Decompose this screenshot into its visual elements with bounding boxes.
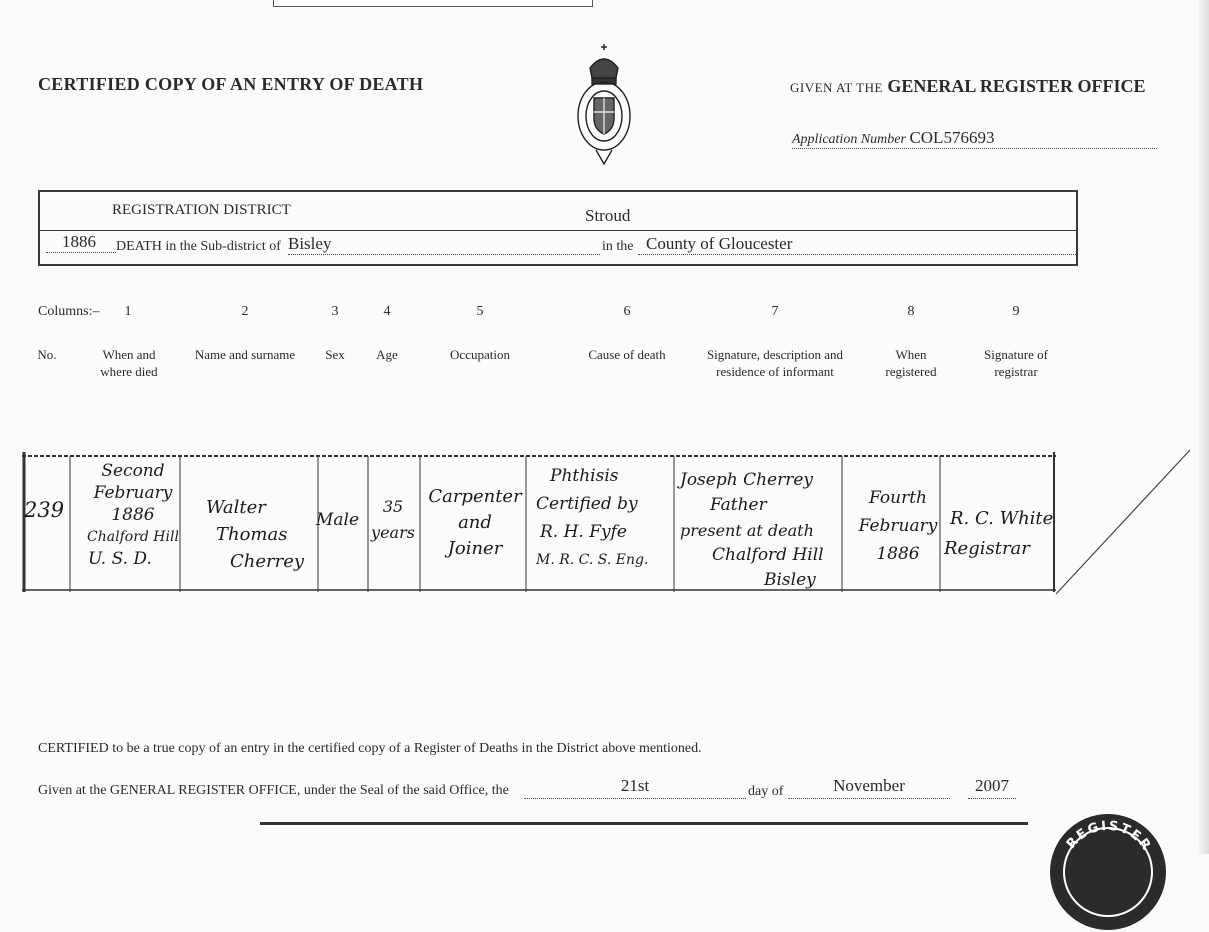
page-edge-shadow xyxy=(1199,0,1209,854)
column-number: 2 xyxy=(241,304,249,319)
application-number-line xyxy=(792,128,1157,149)
entry-line: February xyxy=(93,483,173,503)
header-no: No. xyxy=(37,347,57,362)
columns-label: Columns:– xyxy=(38,304,100,319)
column-number: 6 xyxy=(623,304,631,319)
royal-crest-icon xyxy=(572,42,636,168)
header-occupation: Occupation xyxy=(450,347,510,362)
year: 1886 xyxy=(46,232,116,253)
header-age: Age xyxy=(376,347,398,362)
day-of-label: day of xyxy=(748,784,784,799)
district-divider xyxy=(40,230,1076,231)
entry-line: R. H. Fyfe xyxy=(540,522,627,542)
certified-statement: CERTIFIED to be a true copy of an entry in the certified copy of a Register of Deaths in the District above mentioned. xyxy=(38,741,702,756)
column-number: 8 xyxy=(907,304,915,319)
entry-line: Walter xyxy=(206,497,266,518)
entry-line: Second xyxy=(101,461,165,481)
given-statement: Given at the GENERAL REGISTER OFFICE, under the Seal of the said Office, the xyxy=(38,783,509,798)
given-month: November xyxy=(788,776,950,799)
header-sex: Sex xyxy=(325,347,345,362)
entry-occupation xyxy=(420,484,530,562)
header-when-where: When and where died xyxy=(100,347,158,379)
header-informant: Signature, description and residence of informant xyxy=(706,347,844,379)
application-label: Application Number xyxy=(792,132,906,147)
application-number: COL576693 xyxy=(909,128,995,147)
entry-line: Chalford Hill xyxy=(712,545,824,565)
cancel-diagonal-line xyxy=(1054,448,1194,596)
entry-line: Thomas xyxy=(216,524,288,545)
entry-age xyxy=(368,494,418,546)
entry-line: Joiner xyxy=(447,538,503,559)
entry-line: 1886 xyxy=(876,544,920,564)
entry-line: Father xyxy=(710,495,767,515)
header-registrar: Signature of registrar xyxy=(984,347,1048,379)
given-at-office: GENERAL REGISTER OFFICE xyxy=(887,76,1146,96)
entry-name xyxy=(192,494,316,575)
entry-line: U. S. D. xyxy=(88,549,152,569)
registry-seal-icon xyxy=(1048,812,1168,932)
column-number: 1 xyxy=(124,304,132,319)
entry-line: present at death xyxy=(680,521,814,540)
entry-line: Carpenter xyxy=(428,486,522,507)
entry-line: Phthisis xyxy=(550,466,619,486)
entry-line: and xyxy=(458,512,492,533)
entry-line: Cherrey xyxy=(230,551,305,572)
column-number: 5 xyxy=(476,304,484,319)
entry-registrar xyxy=(944,504,1054,564)
given-at-title xyxy=(790,76,1145,97)
entry-informant xyxy=(680,468,852,593)
column-number: 9 xyxy=(1012,304,1020,319)
given-year: 2007 xyxy=(968,776,1016,799)
reg-district-label: REGISTRATION DISTRICT xyxy=(112,202,291,218)
registration-district-box xyxy=(38,190,1078,266)
entry-line: Bisley xyxy=(764,570,816,590)
subdistrict: Bisley xyxy=(288,234,600,255)
column-number: 3 xyxy=(331,304,339,319)
entry-cause xyxy=(536,462,666,574)
column-number: 7 xyxy=(771,304,779,319)
entry-line: February xyxy=(858,516,938,536)
entry-line: R. C. White xyxy=(950,508,1054,529)
given-at-prefix: GIVEN AT THE xyxy=(790,80,883,95)
entry-line: Joseph Cherrey xyxy=(680,470,814,490)
reg-district-value: Stroud xyxy=(585,206,631,225)
entry-line: Registrar xyxy=(944,538,1030,559)
entry-line: 1886 xyxy=(111,505,155,525)
header-name: Name and surname xyxy=(194,347,296,362)
county: County of Gloucester xyxy=(638,234,1076,255)
entry-line: Chalford Hill xyxy=(87,529,179,545)
entry-line: years xyxy=(371,523,415,542)
entry-registered xyxy=(852,484,944,568)
entry-line: Fourth xyxy=(869,488,927,508)
entry-when-where xyxy=(78,460,188,570)
column-number: 4 xyxy=(383,304,391,319)
seal-text: REGISTER xyxy=(1063,818,1155,855)
signature-rule xyxy=(260,822,1028,825)
entry-line: M. R. C. S. Eng. xyxy=(536,552,649,568)
entry-line: Certified by xyxy=(536,494,638,514)
top-tab-box xyxy=(273,0,593,7)
entry-number: 239 xyxy=(24,498,65,522)
in-the-label: in the xyxy=(602,239,634,254)
entry-sex: Male xyxy=(316,510,360,530)
header-cause: Cause of death xyxy=(588,347,666,362)
entry-line: 35 xyxy=(382,497,404,516)
certificate-title: CERTIFIED COPY OF AN ENTRY OF DEATH xyxy=(38,74,424,94)
header-when-registered: When registered xyxy=(885,347,937,379)
given-day: 21st xyxy=(524,776,746,799)
death-label: DEATH in the Sub-district of xyxy=(116,239,281,254)
